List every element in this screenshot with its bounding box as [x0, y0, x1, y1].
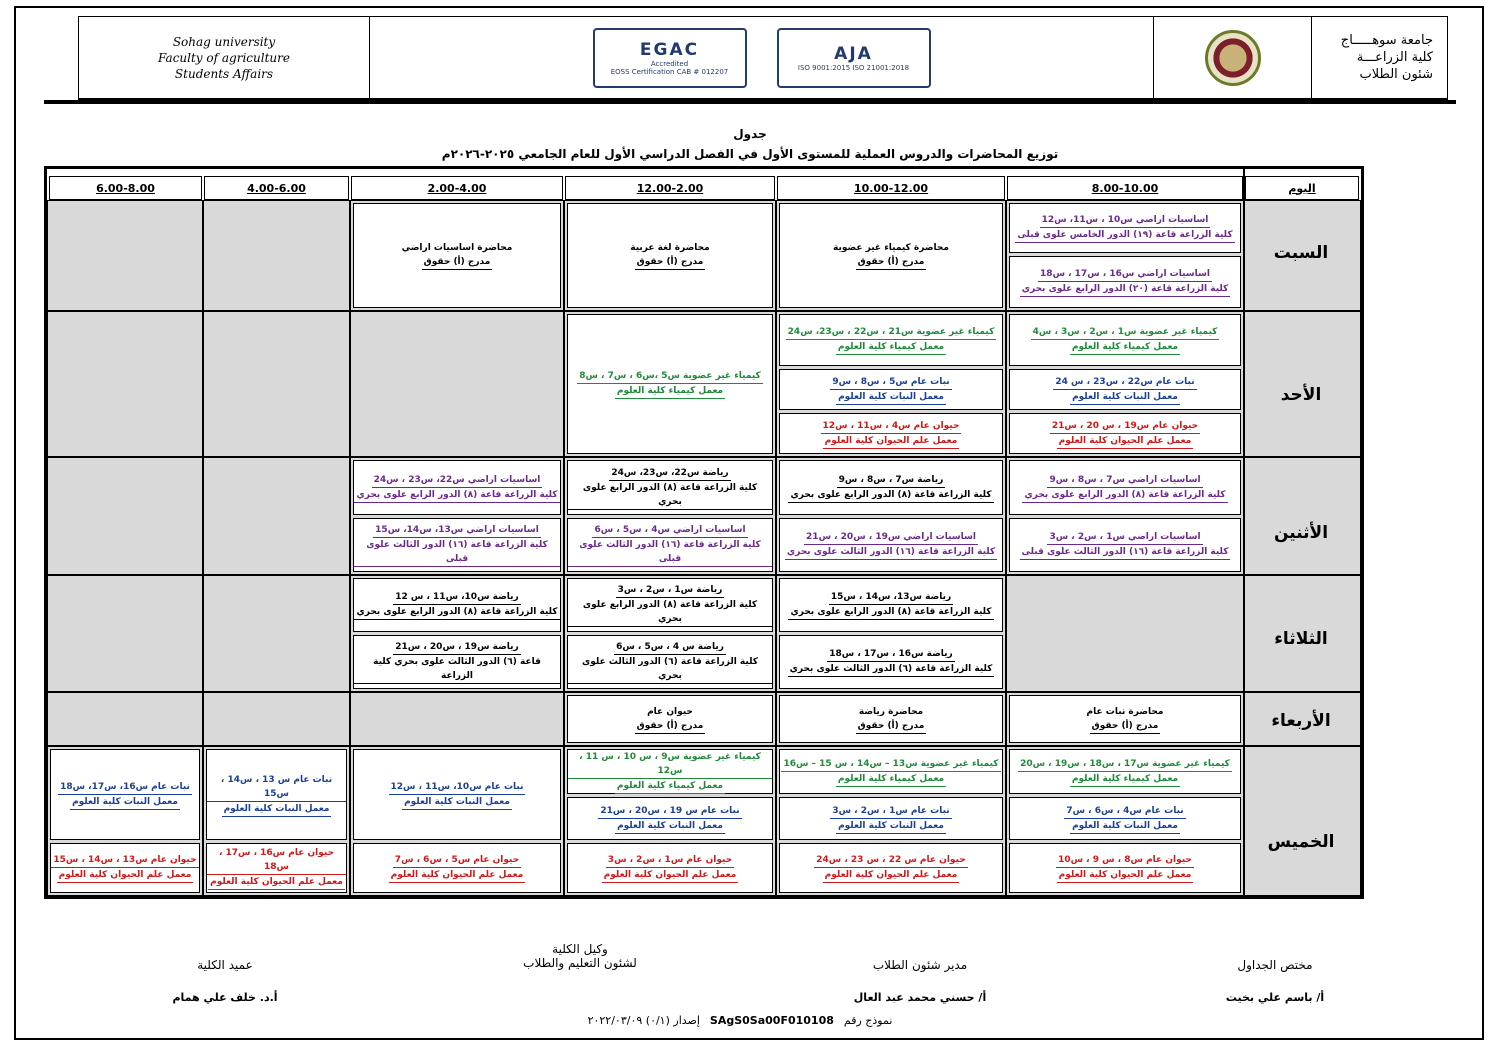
faculty-name-ar: كلية الزراعـــة: [1356, 50, 1433, 65]
slot-tue-3a[interactable]: رياضة س1 ، س2 ، س3 كلية الزراعة قاعة (٨) الدور الرابع علوى بحري: [567, 578, 773, 632]
slot-sun-1c[interactable]: حيوان عام س19 ، س 20 ، س21 معمل علم الحيوان كلية العلوم: [1009, 413, 1241, 454]
slot-wed-3[interactable]: حيوان عام مدرج (أ) حقوق: [567, 695, 773, 743]
slot-tue-4b[interactable]: رياضة س19 ، س20 ، س21 قاعة (٦) الدور الثالث علوى بحري كلية الزراعة: [353, 635, 561, 689]
slot-thu-6a[interactable]: نبات عام س16، س17، س18 معمل النبات كلية العلوم: [50, 749, 200, 840]
accreditation-logos: [369, 17, 1153, 98]
slot-mon-3a[interactable]: رياضة س22، س23، س24 كلية الزراعة قاعة (٨) الدور الرابع علوى بحري: [567, 460, 773, 515]
slot-sat-1b[interactable]: اساسيات اراضي س16 ، س17 ، س18 كلية الزراعة قاعة (٢٠) الدور الرابع علوى بحري: [1009, 256, 1241, 308]
signature-scheduler: مختص الجداول أ/ باسم علي بخيت: [1225, 958, 1325, 1004]
slot-tue-3b[interactable]: رياضة س 4 ، س5 ، س6 كلية الزراعة قاعة (٦) الدور الثالث علوى بحري: [567, 635, 773, 689]
day-thursday: الخميس: [1267, 832, 1335, 852]
slot-wed-2[interactable]: محاضرة رياضة مدرج (أ) حقوق: [779, 695, 1003, 743]
slot-thu-1b[interactable]: نبات عام س4 ، س6 ، س7 معمل النبات كلية العلوم: [1009, 797, 1241, 840]
divider: [563, 200, 565, 896]
dept-name-ar: شئون الطلاب: [1359, 67, 1433, 82]
col-time-3: 12.00-2.00: [565, 176, 775, 200]
slot-mon-4b[interactable]: اساسيات اراضي س13، س14، س15 كلية الزراعة قاعة (١٦) الدور الثالث علوى قبلى: [353, 518, 561, 572]
slot-sun-2a[interactable]: كيمياء غير عضوية س21 ، س22 ، س23، س24 معمل كيمياء كلية العلوم: [779, 314, 1003, 366]
slot-sun-2c[interactable]: حيوان عام س4 ، س11 ، س12 معمل علم الحيوان كلية العلوم: [779, 413, 1003, 454]
slot-thu-5a[interactable]: نبات عام س 13 ، س14 ، س15 معمل النبات كلية العلوم: [206, 749, 347, 840]
english-header: [79, 17, 369, 98]
day-wednesday: الأربعاء: [1271, 711, 1331, 731]
slot-thu-2c[interactable]: حيوان عام س 22 ، س 23 ، س24 معمل علم الحيوان كلية العلوم: [779, 843, 1003, 893]
slot-sun-1a[interactable]: كيمياء غير عضوية س1 ، س2 ، س3 ، س4 معمل كيمياء كلية العلوم: [1009, 314, 1241, 366]
slot-thu-1c[interactable]: حيوان عام س8 ، س 9 ، س10 معمل علم الحيوان كلية العلوم: [1009, 843, 1241, 893]
slot-sat-3[interactable]: محاضرة لغة عربية مدرج (أ) حقوق: [567, 203, 773, 308]
divider: [349, 200, 351, 896]
university-seal-icon: [1205, 30, 1261, 86]
university-name-ar: جامعة سوهـــــاج: [1340, 33, 1433, 48]
slot-thu-3c[interactable]: حيوان عام س1 ، س2 ، س3 معمل علم الحيوان كلية العلوم: [567, 843, 773, 893]
faculty-name-en: Faculty of agriculture: [158, 50, 290, 65]
col-time-2: 10.00-12.00: [777, 176, 1005, 200]
signature-dean: عميد الكلية أ.د. خلف علي همام: [172, 958, 278, 1004]
slot-tue-4a[interactable]: رياضة س10، س11 ، س 12 كلية الزراعة قاعة (٨) الدور الرابع علوى بحري: [353, 578, 561, 632]
slot-mon-3b[interactable]: اساسيات اراضي س4 ، س5 ، س6 كلية الزراعة قاعة (١٦) الدور الثالث علوى قبلى: [567, 518, 773, 572]
signature-affairs-director: مدير شئون الطلاب أ/ حسني محمد عبد العال: [853, 958, 987, 1004]
slot-mon-2a[interactable]: رياضة س7 ، س8 ، س9 كلية الزراعة قاعة (٨) الدور الرابع علوى بحري: [779, 460, 1003, 515]
day-sunday: الأحد: [1280, 385, 1322, 405]
slot-thu-1a[interactable]: كيمياء غير عضوية س17 ، س18 ، س19 ، س20 معمل كيمياء كلية العلوم: [1009, 749, 1241, 794]
header-rule: [44, 100, 1456, 104]
letterhead: [78, 16, 1448, 102]
slot-mon-1b[interactable]: اساسيات اراضي س1 ، س2 ، س3 كلية الزراعة قاعة (١٦) الدور الثالث علوى قبلى: [1009, 518, 1241, 572]
university-name-en: Sohag university: [172, 34, 276, 49]
slot-sat-2[interactable]: محاضرة كيمياء غير عضوية مدرج (أ) حقوق: [779, 203, 1003, 308]
day-saturday: السبت: [1273, 243, 1329, 263]
slot-thu-5b[interactable]: حيوان عام س16 ، س17 ، س18 معمل علم الحيوان كلية العلوم: [206, 843, 347, 893]
signature-vice-dean: وكيل الكلية لشئون التعليم والطلاب: [523, 942, 637, 970]
schedule-table: [44, 166, 1364, 899]
slot-mon-4a[interactable]: اساسيات اراضي س22، س23 ، س24 كلية الزراعة قاعة (٨) الدور الرابع علوى بحري: [353, 460, 561, 515]
slot-thu-6b[interactable]: حيوان عام س13 ، س14 ، س15 معمل علم الحيوان كلية العلوم: [50, 843, 200, 893]
slot-thu-4a[interactable]: نبات عام س10، س11 ، س12 معمل النبات كلية العلوم: [353, 749, 561, 840]
slot-tue-2b[interactable]: رياضة س16 ، س17 ، س18 كلية الزراعة قاعة (٦) الدور الثالث علوى بحري: [779, 635, 1003, 689]
divider: [202, 200, 204, 896]
day-monday: الأثنين: [1273, 523, 1329, 543]
col-day: اليوم: [1245, 176, 1359, 200]
slot-sun-3[interactable]: كيمياء غير عضوية س5 ،س6 ، س7 ، س8 معمل كيمياء كلية العلوم: [567, 314, 773, 454]
slot-thu-4b[interactable]: حيوان عام س5 ، س6 ، س7 معمل علم الحيوان كلية العلوم: [353, 843, 561, 893]
divider: [1005, 200, 1007, 896]
university-seal-cell: [1153, 17, 1311, 98]
form-number: إصدار (٠/١) ٢٠٢٢/٠٣/٠٩ SAgS0Sa00F010108 نموذج رقم: [587, 1014, 893, 1027]
slot-wed-1[interactable]: محاضرة نبات عام مدرج (أ) حقوق: [1009, 695, 1241, 743]
egac-logo: EGAC Accredited EOSS Certification CAB # 012207: [593, 28, 747, 88]
slot-thu-3b[interactable]: نبات عام س 19 ، س20 ، س21 معمل النبات كلية العلوم: [567, 797, 773, 840]
arabic-header: [1311, 17, 1447, 98]
slot-sat-1a[interactable]: اساسيات اراضي س10 ، س11، س12 كلية الزراعة قاعة (١٩) الدور الخامس علوى قبلى: [1009, 203, 1241, 253]
slot-thu-3a[interactable]: كيمياء غير عضوية س9 ، س 10 ، س 11 ، س12 معمل كيمياء كلية العلوم: [567, 749, 773, 794]
slot-thu-2a[interactable]: كيمياء غير عضوية س13 – س14 ، س 15 – س16 معمل كيمياء كلية العلوم: [779, 749, 1003, 794]
col-time-5: 4.00-6.00: [204, 176, 349, 200]
slot-mon-2b[interactable]: اساسيات اراضي س19 ، س20 ، س21 كلية الزراعة قاعة (١٦) الدور الثالث علوى بحري: [779, 518, 1003, 572]
aja-logo: AJA ISO 9001:2015 ISO 21001:2018: [777, 28, 931, 88]
slot-tue-2a[interactable]: رياضة س13، س14 ، س15 كلية الزراعة قاعة (٨) الدور الرابع علوى بحري: [779, 578, 1003, 632]
divider: [775, 200, 777, 896]
slot-mon-1a[interactable]: اساسيات اراضي س7 ، س8 ، س9 كلية الزراعة قاعة (٨) الدور الرابع علوى بحري: [1009, 460, 1241, 515]
slot-sun-1b[interactable]: نبات عام س22 ، س23 ، س 24 معمل النبات كلية العلوم: [1009, 369, 1241, 410]
slot-thu-2b[interactable]: نبات عام س1 ، س2 ، س3 معمل النبات كلية العلوم: [779, 797, 1003, 840]
doc-subtitle: توزيع المحاضرات والدروس العملية للمستوى الأول في الفصل الدراسي الأول للعام الجامعي ٢٠٢٥-٢٠٢٦م: [441, 147, 1059, 161]
col-time-4: 2.00-4.00: [351, 176, 563, 200]
day-tuesday: الثلاثاء: [1274, 629, 1328, 649]
slot-sat-4[interactable]: محاضرة اساسيات اراضي مدرج (أ) حقوق: [353, 203, 561, 308]
col-time-6: 6.00-8.00: [49, 176, 202, 200]
col-time-1: 8.00-10.00: [1007, 176, 1243, 200]
dept-name-en: Students Affairs: [174, 66, 274, 81]
doc-title: جدول: [733, 127, 767, 141]
slot-sun-2b[interactable]: نبات عام س5 ، س8 ، س9 معمل النبات كلية العلوم: [779, 369, 1003, 410]
